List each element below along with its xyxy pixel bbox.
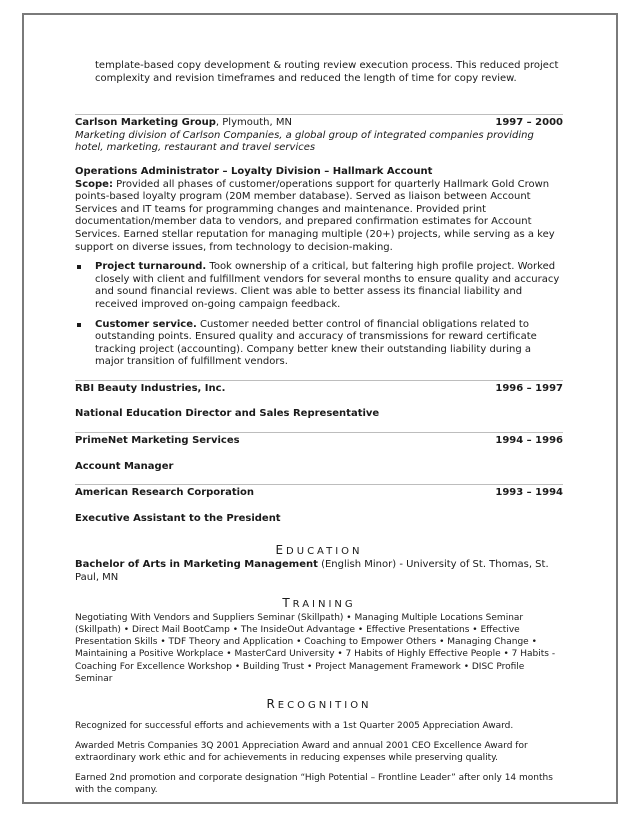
job-carlson <box>75 114 563 369</box>
job-dates: 1993 – 1994 <box>495 487 563 499</box>
job-company: American Research Corporation <box>75 487 255 499</box>
job-location: , Plymouth, MN <box>215 117 292 129</box>
degree-line <box>75 559 563 584</box>
job-rbi <box>75 380 563 421</box>
scope-label: Scope: <box>75 178 113 190</box>
job-title: Operations Administrator – Loyalty Division – Hallmark Account <box>75 165 433 177</box>
recognition-heading <box>75 698 563 713</box>
degree: Bachelor of Arts in Marketing Management <box>75 559 318 571</box>
recognition-item: Recognized for successful efforts and achievements with a 1st Quarter 2005 Appreciation Award. <box>75 720 514 731</box>
recognition-item: Awarded Metris Companies 3Q 2001 Appreciation Award and annual 2001 CEO Excellence Award for extraordinary work ethic and for achievements in reducing expenses while preserving quality. <box>75 740 528 763</box>
recognition-section <box>75 698 563 796</box>
heading-rest: RAINING <box>292 599 356 611</box>
heading-rest: ECOGNITION <box>277 700 372 712</box>
job-header <box>75 114 563 130</box>
bullet-text: Took ownership of a critical, but faltering high profile project. Worked closely with client and fulfillment vendors for several months to ensure quality and accuracy and sound financial reviews. Client was able to better assess its financial liability and received improved on-going campaign feedback. <box>95 261 560 310</box>
job-header <box>75 432 563 448</box>
job-header <box>75 380 563 396</box>
degree-detail: (English Minor) - University of St. Thomas, St. Paul, MN <box>75 559 549 583</box>
job-header <box>75 484 563 500</box>
bullet-text: Customer needed better control of financial obligations related to outstanding points. Ensured quality and accuracy of transmissions for reward certificate tracking project (accounting). Company better knew their outstanding liability during a major transition of fulfillment vendors. <box>95 318 537 368</box>
scope-text: Provided all phases of customer/operations support for quarterly Hallmark Gold Crown points-based loyalty program (20M member database). Served as liaison between Account Services and IT teams for programming changes and maintenance. Provided print documentation/member data to vendors, and prepared confirmation estimates for Account Services. Earned stellar reputation for managing multiple (20+) projects, while serving as a key support on diverse issues, from technology to decision-making. <box>75 178 555 253</box>
job-title: Executive Assistant to the President <box>75 512 281 524</box>
job-company-wrap <box>75 117 292 130</box>
job-scope <box>75 179 563 255</box>
training-list: Negotiating With Vendors and Suppliers Seminar (Skillpath) • Managing Multiple Locations Seminar (Skillpath) • Direct Mail BootCamp • The InsideOut Advantage • Effective Presentations • Effective Presentation Skills • TDF Theory and Application • Coaching to Empower Others • Managing Change • Maintaining a Positive Workplace • MasterCard University • 7 Habits of Highly Effective People • 7 Habits - Coaching For Excellence Workshop • Building Trust • Project Management Framework • DISC Profile Seminar <box>75 612 556 684</box>
recognition-item: Earned 2nd promotion and corporate designation “High Potential – Frontline Leader” after only 14 months with the company. <box>75 772 553 795</box>
job-title: Account Manager <box>75 460 174 472</box>
education-heading <box>75 544 563 559</box>
bullet-label: Project turnaround. <box>95 261 207 273</box>
bullet-square-icon <box>77 265 81 269</box>
job-company: RBI Beauty Industries, Inc. <box>75 382 226 394</box>
bullet-label: Customer service. <box>95 318 197 330</box>
heading-rest: DUCATION <box>286 546 363 558</box>
intro-paragraph: template-based copy development & routing review execution process. This reduced project complexity and revision timeframes and reduced the length of time for copy review. <box>95 60 559 84</box>
education-section <box>75 544 563 584</box>
training-heading <box>75 597 563 612</box>
resume-content <box>75 60 563 796</box>
job-dates: 1994 – 1996 <box>495 435 563 447</box>
heading-initial: T <box>282 596 293 611</box>
list-item <box>75 319 563 369</box>
job-dates: 1997 – 2000 <box>495 117 563 129</box>
job-company: Carlson Marketing Group <box>75 117 216 129</box>
company-description: Marketing division of Carlson Companies, a global group of integrated companies providing hotel, marketing, restaurant and travel services <box>75 129 534 154</box>
bullet-square-icon <box>77 323 81 327</box>
job-title: National Education Director and Sales Representative <box>75 408 380 420</box>
achievement-list <box>75 261 563 369</box>
training-section <box>75 597 563 685</box>
job-american-research <box>75 484 563 525</box>
list-item <box>75 261 563 311</box>
heading-initial: R <box>266 697 278 712</box>
heading-initial: E <box>275 543 287 558</box>
job-primenet <box>75 432 563 473</box>
job-dates: 1996 – 1997 <box>495 382 563 394</box>
job-company: PrimeNet Marketing Services <box>75 435 240 447</box>
